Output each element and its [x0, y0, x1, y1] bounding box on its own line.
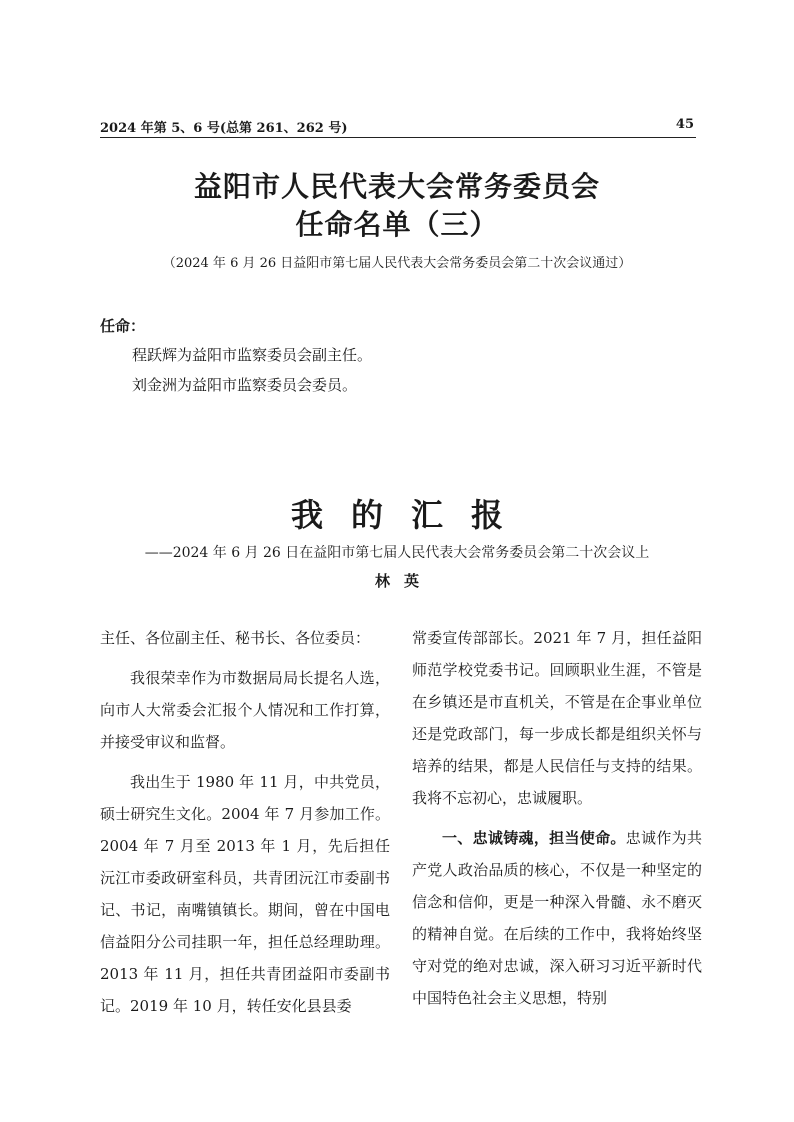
right-column — [412, 622, 702, 1014]
appointment-title-line1: 益阳市人民代表大会常务委员会 — [193, 170, 600, 203]
paragraph: 我很荣幸作为市数据局局长提名人选，向市人大常委会汇报个人情况和工作打算，并接受审议和监督。 — [100, 669, 390, 751]
appointment-item: 刘金洲为益阳市监察委员会委员。 — [132, 376, 358, 394]
header-divider — [100, 137, 696, 138]
section-heading: 一、忠诚铸魂，担当使命。 — [442, 829, 626, 847]
appointment-heading: 任命： — [100, 317, 146, 335]
appointment-item: 程跃辉为益阳市监察委员会副主任。 — [132, 346, 373, 364]
appointment-subtitle: （2024 年 6 月 26 日益阳市第七届人民代表大会常务委员会第二十次会议通过） — [162, 256, 632, 271]
paragraph — [412, 822, 702, 1014]
paragraph-continued: 常委宣传部部长。2021 年 7 月，担任益阳师范学校党委书记。回顾职业生涯，不管是在乡镇还是市直机关，不管是在企事业单位还是党政部门，每一步成长都是组织关怀与培养的结果，都是人民信任与支持的结果。我将不忘初心，忠诚履职。 — [412, 629, 702, 807]
issue-label: 2024 年第 5、6 号(总第 261、262 号) — [100, 121, 348, 136]
appointment-title-line2: 任命名单（三） — [295, 208, 499, 241]
report-author: 林英 — [374, 572, 433, 590]
report-subtitle: ——2024 年 6 月 26 日在益阳市第七届人民代表大会常务委员会第二十次会议上 — [144, 545, 650, 561]
salutation: 主任、各位副主任、秘书长、各位委员： — [100, 629, 371, 647]
report-title: 我的汇报 — [290, 496, 531, 534]
running-header — [100, 117, 694, 137]
paragraph: 我出生于 1980 年 11 月，中共党员，硕士研究生文化。2004 年 7 月参加工作。2004 年 7 月至 2013 年 1 月，先后担任沅江市委政研室科员，共青团沅江市委副书记、书记，南嘴镇镇长。期间，曾在中国电信益阳分公司挂职一年，担任总经理助理。2013 年 11 月，担任共青团益阳市委副书记。2019 年 10 月，转任安化县县委 — [100, 773, 390, 1015]
left-column — [100, 622, 390, 1022]
section-body: 忠诚作为共产党人政治品质的核心，不仅是一种坚定的信念和信仰，更是一种深入骨髓、永不磨灭的精神自觉。在后续的工作中，我将始终坚守对党的绝对忠诚，深入研习习近平新时代中国特色社会主义思想，特别 — [412, 829, 702, 1007]
page-number: 45 — [675, 117, 694, 132]
